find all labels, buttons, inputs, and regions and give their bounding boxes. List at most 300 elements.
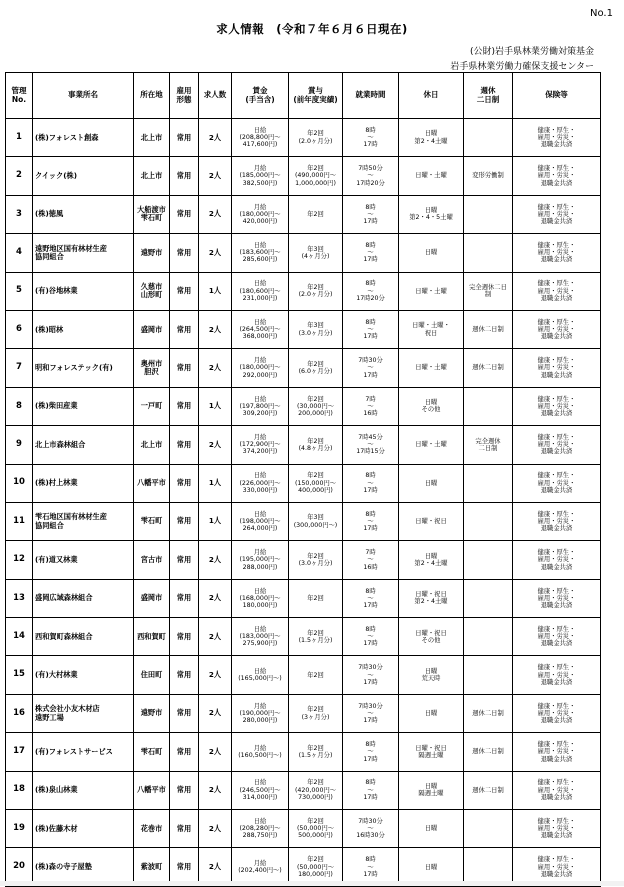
- cell-employment: 常用: [170, 618, 199, 656]
- cell-weekly: [464, 618, 513, 656]
- cell-line: 月給: [253, 744, 267, 752]
- cell-employment: 常用: [170, 502, 199, 540]
- cell-employment: 常用: [170, 310, 199, 348]
- cell-line: 健康・厚生・: [537, 395, 576, 403]
- cell-line: 417,600円): [242, 141, 278, 149]
- cell-line: 7時: [365, 549, 376, 557]
- cell-line: (株)村上林業: [35, 478, 78, 488]
- cell-line: (195,000円～: [239, 556, 281, 564]
- cell-line: 7時30分: [358, 702, 383, 710]
- cell-line: 日給: [253, 126, 267, 134]
- cell-line: 求人数: [203, 90, 227, 100]
- header-hours: [343, 73, 399, 119]
- table-row: [6, 464, 601, 502]
- cell-line: 368,000円): [242, 333, 278, 341]
- cell-employment: 常用: [170, 387, 199, 425]
- cell-line: 退職金共済: [540, 179, 573, 187]
- cell-wage: [232, 119, 289, 157]
- cell-insurance: [513, 464, 601, 502]
- cell-line: 288,750円): [242, 832, 278, 840]
- cell-line: 久慈市: [140, 281, 163, 291]
- cell-line: 雇用・労災・: [537, 786, 576, 794]
- cell-line: 退職金共済: [540, 640, 573, 648]
- cell-holiday: [399, 426, 464, 464]
- cell-line: 日曜・土曜・: [412, 322, 450, 330]
- cell-line: 1,000,000円): [295, 179, 336, 187]
- header-no: [6, 73, 33, 119]
- cell-line: 協同組合: [35, 520, 64, 530]
- table-row: [6, 694, 601, 732]
- table-row: [6, 656, 601, 694]
- cell-line: 309,200円): [242, 410, 278, 418]
- cell-holiday: [399, 195, 464, 233]
- table-row: [6, 119, 601, 157]
- cell-line: (165,000円～): [238, 675, 282, 683]
- cell-line: 年2回: [307, 817, 324, 825]
- cell-line: 374,200円): [242, 448, 278, 456]
- cell-line: (1.5ヶ月分): [298, 751, 333, 759]
- cell-line: 日給: [253, 318, 267, 326]
- cell-weekly: [464, 810, 513, 848]
- cell-location: [134, 272, 170, 310]
- cell-bonus: [289, 771, 343, 809]
- cell-insurance: [513, 694, 601, 732]
- cell-location: [134, 579, 170, 617]
- cell-hours: [343, 502, 399, 540]
- cell-holiday: [399, 733, 464, 771]
- cell-line: (198,000円～: [239, 517, 281, 525]
- cell-line: 花巻市: [140, 823, 163, 833]
- header-weekly: [464, 73, 513, 119]
- cell-weekly: [464, 349, 513, 387]
- cell-location: [134, 387, 170, 425]
- cell-line: 17時: [363, 333, 378, 341]
- cell-line: 退職金共済: [540, 793, 573, 801]
- cell-line: (株)徳風: [35, 209, 64, 219]
- cell-line: 17時20分: [356, 294, 385, 302]
- cell-line: (株)泉山林業: [35, 785, 78, 795]
- cell-line: 健康・厚生・: [537, 587, 576, 595]
- cell-holiday: [399, 310, 464, 348]
- cell-line: (300,000円～): [293, 521, 338, 529]
- cell-no: 5: [6, 272, 33, 310]
- cell-line: ～: [367, 671, 374, 679]
- cell-hours: [343, 195, 399, 233]
- cell-line: 180,000円): [298, 870, 333, 878]
- cell-weekly: [464, 310, 513, 348]
- cell-line: 17時: [363, 870, 378, 878]
- cell-count: 1人: [199, 387, 232, 425]
- cell-line: 明和フォレステック(有): [35, 362, 113, 372]
- cell-line: (株)フォレスト創森: [35, 132, 99, 142]
- cell-line: (197,800円～: [239, 402, 281, 410]
- cell-line: 8時: [365, 779, 376, 787]
- cell-line: ～: [367, 556, 374, 564]
- cell-line: 健康・厚生・: [537, 165, 576, 173]
- cell-line: 日給: [253, 472, 267, 480]
- cell-line: 週休二日制: [472, 709, 504, 717]
- cell-bonus: [289, 119, 343, 157]
- header-insurance: [513, 73, 601, 119]
- cell-weekly: [464, 579, 513, 617]
- cell-hours: [343, 426, 399, 464]
- cell-insurance: [513, 618, 601, 656]
- cell-line: 退職金共済: [540, 448, 573, 456]
- cell-employment: 常用: [170, 349, 199, 387]
- cell-line: 健康・厚生・: [537, 549, 576, 557]
- cell-line: 退職金共済: [540, 218, 573, 226]
- cell-wage: [232, 157, 289, 195]
- cell-weekly: [464, 464, 513, 502]
- cell-line: 年2回: [307, 779, 324, 787]
- cell-hours: [343, 387, 399, 425]
- cell-line: 雫石町: [140, 746, 163, 756]
- cell-no: 6: [6, 310, 33, 348]
- cell-line: 宮古市: [140, 554, 163, 564]
- cell-line: 退職金共済: [540, 678, 573, 686]
- cell-line: (226,000円～: [239, 479, 281, 487]
- cell-line: 週休二日制: [472, 786, 504, 794]
- cell-line: 231,000円): [242, 294, 278, 302]
- cell-bonus: [289, 618, 343, 656]
- cell-line: 17時: [363, 486, 378, 494]
- cell-holiday: [399, 157, 464, 195]
- cell-insurance: [513, 733, 601, 771]
- cell-bonus: [289, 349, 343, 387]
- cell-line: 7時50分: [358, 165, 383, 173]
- cell-line: (4.8ヶ月分): [298, 444, 333, 452]
- cell-location: [134, 157, 170, 195]
- cell-line: 北上市: [140, 439, 163, 449]
- cell-weekly: [464, 502, 513, 540]
- cell-holiday: [399, 464, 464, 502]
- cell-line: 雇用・労災・: [537, 748, 576, 756]
- table-row: [6, 157, 601, 195]
- cell-line: 日曜・祝日: [415, 517, 447, 525]
- cell-line: 日曜・土曜: [415, 364, 447, 372]
- cell-location: [134, 618, 170, 656]
- cell-line: 年2回: [307, 856, 324, 864]
- cell-employment: 常用: [170, 694, 199, 732]
- cell-line: 北上市森林組合: [35, 439, 86, 449]
- cell-line: 住田町: [140, 670, 163, 680]
- cell-line: (180,000円～: [239, 364, 281, 372]
- cell-name: [33, 733, 134, 771]
- cell-line: 314,000円): [242, 793, 278, 801]
- cell-insurance: [513, 541, 601, 579]
- cell-holiday: [399, 119, 464, 157]
- cell-hours: [343, 694, 399, 732]
- cell-line: 健康・厚生・: [537, 126, 576, 134]
- cell-line: 8時: [365, 587, 376, 595]
- cell-line: 退職金共済: [540, 602, 573, 609]
- cell-name: [33, 157, 134, 195]
- cell-insurance: [513, 272, 601, 310]
- cell-line: (2.0ヶ月分): [298, 137, 333, 145]
- cell-location: [134, 426, 170, 464]
- table-row: [6, 426, 601, 464]
- cell-line: 16時: [363, 563, 378, 571]
- cell-line: (246,500円～: [239, 786, 281, 794]
- cell-no: 16: [6, 694, 33, 732]
- cell-count: 1人: [199, 502, 232, 540]
- cell-bonus: [289, 426, 343, 464]
- table-row: [6, 541, 601, 579]
- cell-line: 17時: [363, 793, 378, 801]
- cell-wage: [232, 733, 289, 771]
- cell-line: (208,800円～: [239, 134, 281, 142]
- cell-employment: 常用: [170, 541, 199, 579]
- cell-hours: [343, 464, 399, 502]
- cell-line: 雫石町: [140, 516, 163, 526]
- cell-line: 日曜: [424, 863, 438, 871]
- cell-line: 17時: [363, 256, 378, 264]
- cell-weekly: [464, 234, 513, 272]
- cell-line: (株)柴田産業: [35, 401, 78, 411]
- cell-wage: [232, 694, 289, 732]
- cell-line: 日給: [253, 779, 267, 787]
- cell-line: 8時: [365, 242, 376, 250]
- cell-line: 日曜: [424, 130, 438, 138]
- cell-line: (有)大村林業: [35, 670, 78, 680]
- cell-wage: [232, 349, 289, 387]
- cell-hours: [343, 656, 399, 694]
- cell-location: [134, 464, 170, 502]
- cell-line: 8時: [365, 510, 376, 518]
- header-location: [134, 73, 170, 119]
- cell-line: (490,000円～: [294, 172, 337, 180]
- cell-line: (有)フォレストサービス: [35, 746, 113, 756]
- cell-line: 就業時間: [355, 90, 386, 100]
- cell-name: [33, 579, 134, 617]
- cell-line: (前年度実績): [293, 94, 338, 104]
- cell-line: 年2回: [307, 284, 324, 292]
- cell-line: 日曜・土曜: [415, 441, 447, 449]
- cell-line: 第2・4土曜: [414, 598, 448, 606]
- cell-line: 雇用・労災・: [537, 441, 576, 449]
- cell-line: (1.5ヶ月分): [298, 636, 333, 644]
- cell-line: 荒天時: [421, 675, 441, 683]
- cell-insurance: [513, 810, 601, 848]
- cell-count: 2人: [199, 694, 232, 732]
- cell-line: 500,000円): [298, 832, 333, 840]
- cell-line: 健康・厚生・: [537, 242, 576, 250]
- cell-line: 月給: [253, 702, 267, 710]
- cell-line: (株)佐藤木材: [35, 823, 78, 833]
- cell-line: 264,000円): [242, 525, 278, 533]
- cell-line: 292,000円): [242, 371, 278, 379]
- cell-line: 17時: [363, 640, 378, 648]
- cell-line: 退職金共済: [540, 294, 573, 302]
- cell-line: 雇用・労災・: [537, 402, 576, 410]
- organization-name: (公財)岩手県林業労働対策基金: [469, 47, 594, 57]
- cell-name: [33, 810, 134, 848]
- cell-line: 8時: [365, 203, 376, 211]
- cell-line: 日曜: [424, 667, 438, 675]
- cell-line: 日給: [253, 667, 267, 675]
- cell-line: 日曜: [424, 207, 438, 215]
- table-row: [6, 733, 601, 771]
- cell-name: [33, 349, 134, 387]
- cell-no: 10: [6, 464, 33, 502]
- cell-line: 日給: [253, 510, 267, 518]
- cell-line: (183,000円～: [239, 633, 281, 641]
- cell-line: (150,000円～: [294, 479, 337, 487]
- cell-holiday: [399, 502, 464, 540]
- cell-line: 8時: [365, 856, 376, 864]
- table-row: [6, 810, 601, 848]
- cell-line: (手当含): [245, 94, 275, 104]
- cell-line: 382,500円): [242, 179, 278, 187]
- cell-line: 雇用・労災・: [537, 825, 576, 833]
- cell-line: 日給: [253, 625, 267, 633]
- cell-line: ～: [367, 709, 374, 717]
- cell-line: ～: [367, 249, 374, 257]
- table-row: [6, 195, 601, 233]
- cell-line: 285,600円): [242, 256, 278, 264]
- cell-line: (30,000円～: [296, 402, 335, 410]
- cell-line: 日給: [253, 587, 267, 595]
- cell-no: 13: [6, 579, 33, 617]
- cell-employment: 常用: [170, 733, 199, 771]
- cell-line: 7時30分: [358, 817, 383, 825]
- cell-line: (50,000円～: [296, 825, 335, 833]
- cell-count: 2人: [199, 234, 232, 272]
- table-row: [6, 310, 601, 348]
- cell-location: [134, 502, 170, 540]
- cell-count: 2人: [199, 426, 232, 464]
- cell-employment: 常用: [170, 656, 199, 694]
- cell-line: 400,000円): [298, 486, 333, 494]
- page-title: 求人情報 (令和７年６月６日現在): [216, 22, 408, 36]
- cell-line: 日曜: [424, 249, 438, 257]
- cell-employment: 常用: [170, 771, 199, 809]
- cell-line: 雇用・労災・: [537, 134, 576, 142]
- cell-hours: [343, 771, 399, 809]
- cell-line: 祝日: [424, 329, 438, 337]
- cell-line: 月給: [253, 549, 267, 557]
- cell-holiday: [399, 618, 464, 656]
- cell-weekly: [464, 694, 513, 732]
- cell-wage: [232, 656, 289, 694]
- cell-line: 退職金共済: [540, 371, 573, 379]
- cell-holiday: [399, 656, 464, 694]
- cell-line: 退職金共済: [540, 755, 573, 763]
- cell-line: 大船渡市: [137, 205, 166, 215]
- header-employment: [170, 73, 199, 119]
- cell-location: [134, 733, 170, 771]
- cell-line: (180,600円～: [239, 287, 281, 295]
- cell-line: ～: [367, 402, 374, 410]
- cell-count: 2人: [199, 349, 232, 387]
- cell-name: [33, 426, 134, 464]
- cell-line: 雫石町: [140, 213, 163, 223]
- cell-wage: [232, 387, 289, 425]
- cell-line: 年2回: [307, 744, 324, 752]
- table-row: [6, 618, 601, 656]
- cell-line: 17時20分: [356, 179, 385, 187]
- cell-line: 健康・厚生・: [537, 625, 576, 633]
- cell-line: (3.0ヶ月分): [298, 559, 333, 567]
- cell-hours: [343, 157, 399, 195]
- cell-holiday: [399, 771, 464, 809]
- cell-name: [33, 694, 134, 732]
- cell-line: 月給: [253, 433, 267, 441]
- cell-line: 日曜: [424, 552, 438, 560]
- cell-line: 日曜・土曜: [415, 172, 447, 180]
- cell-bonus: [289, 541, 343, 579]
- cell-insurance: [513, 502, 601, 540]
- cell-line: 年2回: [307, 594, 324, 602]
- cell-line: 隔週土曜: [418, 790, 444, 798]
- cell-line: 年2回: [307, 395, 324, 403]
- cell-line: 北上市: [140, 132, 163, 142]
- cell-line: 第2・4土曜: [414, 137, 448, 145]
- cell-line: 健康・厚生・: [537, 357, 576, 365]
- cell-employment: 常用: [170, 810, 199, 848]
- cell-line: 日曜: [424, 399, 438, 407]
- cell-bonus: [289, 694, 343, 732]
- cell-line: 週休二日制: [472, 326, 504, 334]
- cell-line: 17時: [363, 141, 378, 149]
- cell-line: 年2回: [307, 472, 324, 480]
- cell-line: 275,900円): [242, 640, 278, 648]
- cell-insurance: [513, 579, 601, 617]
- cell-line: 雇用・労災・: [537, 479, 576, 487]
- cell-location: [134, 234, 170, 272]
- cell-location: [134, 541, 170, 579]
- cell-line: (株)森の寺子屋塾: [35, 861, 92, 871]
- cell-line: 雇用・労災・: [537, 671, 576, 679]
- cell-hours: [343, 733, 399, 771]
- cell-line: 日曜・土曜: [415, 287, 447, 295]
- cell-line: 健康・厚生・: [537, 856, 576, 864]
- cell-line: 健康・厚生・: [537, 741, 576, 749]
- cell-line: 雇用・労災・: [537, 556, 576, 564]
- cell-line: 月給: [253, 859, 267, 867]
- header-name: [33, 73, 134, 119]
- cell-line: 健康・厚生・: [537, 702, 576, 710]
- cell-line: (208,280円～: [239, 825, 281, 833]
- cell-line: 協同組合: [35, 251, 64, 261]
- table-row: [6, 579, 601, 617]
- cell-line: 日曜: [424, 783, 438, 791]
- cell-insurance: [513, 771, 601, 809]
- cell-line: (202,400円～): [238, 867, 282, 875]
- cell-bonus: [289, 195, 343, 233]
- cell-count: 2人: [199, 656, 232, 694]
- cell-line: 雇用・労災・: [537, 364, 576, 372]
- cell-line: 退職金共済: [540, 410, 573, 418]
- cell-line: 年3回: [307, 514, 324, 522]
- cell-weekly: [464, 157, 513, 195]
- cell-line: 遠野工場: [35, 712, 64, 722]
- cell-name: [33, 541, 134, 579]
- cell-employment: 常用: [170, 464, 199, 502]
- cell-line: 遠野市: [140, 247, 163, 257]
- cell-line: 17時15分: [356, 448, 385, 456]
- cell-line: 二日制: [478, 444, 498, 452]
- job-listings-table: [5, 72, 601, 887]
- cell-wage: [232, 618, 289, 656]
- cell-line: 17時: [363, 678, 378, 686]
- cell-wage: [232, 579, 289, 617]
- cell-insurance: [513, 234, 601, 272]
- cell-hours: [343, 579, 399, 617]
- cell-no: 8: [6, 387, 33, 425]
- cell-weekly: [464, 195, 513, 233]
- cell-employment: 常用: [170, 579, 199, 617]
